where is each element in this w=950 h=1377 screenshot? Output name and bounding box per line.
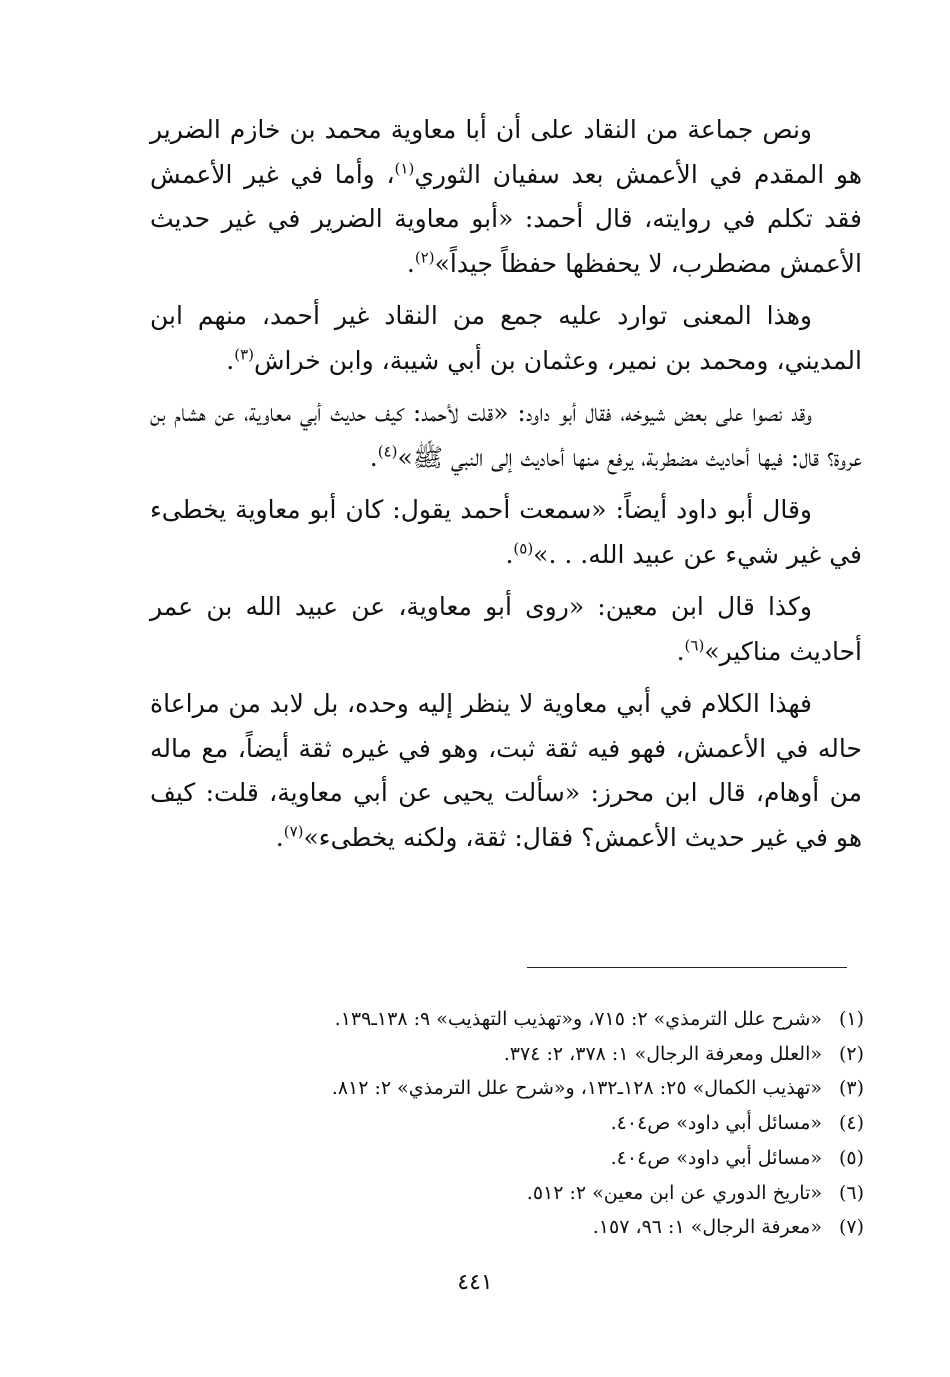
paragraph: [150, 108, 862, 286]
footnote: [264, 1071, 864, 1106]
paragraph-text: وقال أبو داود أيضاً: «سمعت أحمد يقول: كان أبو معاوية يخطىء في غير شيء عن عبيد الله. . .»: [150, 495, 862, 569]
paragraph-text: .: [275, 822, 284, 852]
paragraph-text: وهذا المعنى توارد عليه جمع من النقاد غير أحمد، منهم ابن المديني، ومحمد بن نمير، وعثمان بن أبي شيبة، وابن خراش: [150, 301, 862, 375]
paragraph-text: .: [406, 248, 415, 278]
footnote-number: (٢): [838, 1042, 864, 1065]
footnote: [264, 1141, 864, 1176]
footnote: [264, 1002, 864, 1037]
paragraph-text: .: [505, 539, 514, 569]
paragraph: [150, 294, 862, 383]
paragraph-text: .: [676, 636, 685, 666]
paragraph: [150, 682, 862, 860]
paragraph-text: ، وأما في غير الأعمش فقد تكلم في روايته، قال أحمد: «أبو معاوية الضرير في غير حديث الأعمش مضطرب، لا يحفظها حفظاً جيداً»: [150, 159, 862, 278]
footnote-number: (٤): [838, 1112, 864, 1135]
footnotes-section: [264, 1002, 864, 1245]
footnote-number: (٣): [838, 1077, 864, 1100]
paragraph-text: فهذا الكلام في أبي معاوية لا ينظر إليه وحده، بل لابد من مراعاة حاله في الأعمش، فهو فيه ثقة ثبت، وهو في غيره ثقة أيضاً، مع ماله من أوهام، قال ابن محرز: «سألت يحيى عن أبي معاوية، قلت: كيف هو في غير حديث الأعمش؟ فقال: ثقة، ولكنه يخطىء»: [150, 689, 862, 852]
footnote-number: (٧): [838, 1216, 864, 1239]
paragraph: [150, 585, 862, 674]
footnote-number: (٦): [838, 1181, 864, 1204]
footnote-text: «شرح علل الترمذي» ٢: ٧١٥، و«تهذيب التهذيب» ٩: ١٣٨ـ١٣٩.: [334, 1008, 822, 1030]
footnote: [264, 1037, 864, 1072]
paragraph-text: .: [226, 345, 235, 375]
paragraph-text: وكذا قال ابن معين: «روى أبو معاوية، عن عبيد الله بن عمر أحاديث مناكير»: [150, 592, 862, 666]
footnote-number: (١): [838, 1008, 864, 1030]
footnote-text: «العلل ومعرفة الرجال» ١: ٣٧٨، ٢: ٣٧٤.: [503, 1042, 822, 1065]
paragraph-text: ونص جماعة من النقاد على أن أبا معاوية محمد بن خازم الضرير هو المقدم في الأعمش بعد سفيان الثوري: [150, 115, 862, 189]
footnote-text: «تاريخ الدوري عن ابن معين» ٢: ٥١٢.: [526, 1181, 822, 1204]
footnote-reference: (٦): [684, 636, 705, 655]
footnote-divider: [527, 967, 847, 968]
footnote-reference: (٤): [377, 442, 398, 461]
page-number: ٤٤١: [457, 1270, 493, 1295]
paragraph: [150, 488, 862, 577]
paragraph-text: .: [369, 442, 378, 472]
footnote: [264, 1106, 864, 1141]
footnote-reference: (٣): [234, 345, 255, 364]
footnote-text: «مسائل أبي داود» ص٤٠٤.: [610, 1146, 822, 1169]
paragraph-text: وقد نصوا على بعض شيوخه، فقال أبو داود: «قلت لأحمد: كيف حديث أبي معاوية، عن هشام بن عروة؟ قال: فيها أحاديث مضطربة، يرفع منها أحاديث إلى النبي ﷺ»: [150, 398, 862, 472]
footnote-reference: (١): [394, 159, 415, 178]
footnote-reference: (٢): [414, 248, 435, 267]
footnote-reference: (٥): [513, 539, 534, 558]
footnote: [264, 1210, 864, 1245]
main-text-body: [150, 108, 862, 868]
footnote-reference: (٧): [283, 822, 304, 841]
paragraph: [150, 391, 862, 480]
footnote-text: «مسائل أبي داود» ص٤٠٤.: [610, 1112, 822, 1135]
footnote-text: «معرفة الرجال» ١: ٩٦، ١٥٧.: [592, 1216, 822, 1239]
footnote: [264, 1176, 864, 1211]
footnote-number: (٥): [838, 1146, 864, 1169]
footnote-text: «تهذيب الكمال» ٢٥: ١٢٨ـ١٣٢، و«شرح علل الترمذي» ٢: ٨١٢.: [331, 1077, 822, 1100]
